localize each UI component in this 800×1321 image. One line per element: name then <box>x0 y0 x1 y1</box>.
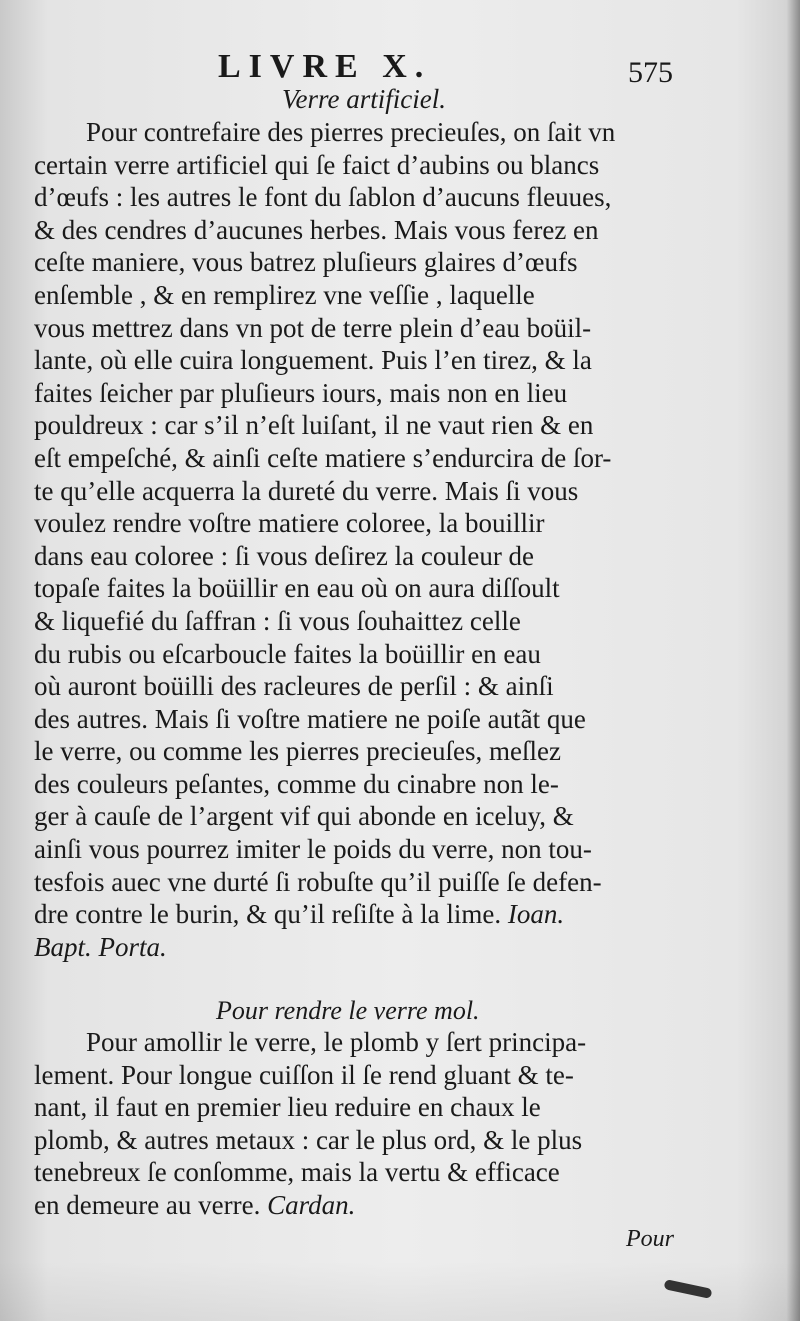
section-title: Verre artificiel. <box>282 84 446 114</box>
text-line: voulez rendre voſtre matiere coloree, la bouillir <box>34 508 545 539</box>
text-line: lante, où elle cuira longuement. Puis l’en tirez, & la <box>34 345 592 376</box>
text-line: vous mettrez dans vn pot de terre plein d’eau boüil- <box>34 312 592 343</box>
text-line: ainſi vous pourrez imiter le poids du verre, non tou- <box>34 834 592 865</box>
text-line: Pour amollir le verre, le plomb y ſert principa- <box>86 1027 587 1057</box>
citation-author: Ioan. <box>507 899 565 930</box>
text-line: d’œufs : les autres le font du ſablon d’aucuns fleuues, <box>34 182 612 213</box>
text-line: te qu’elle acquerra la dureté du verre. Mais ſi vous <box>34 475 579 506</box>
subsection-title: Pour rendre le verre mol. <box>216 996 480 1025</box>
text-line: ger à cauſe de l’argent vif qui abonde en iceluy, & <box>34 801 574 832</box>
paragraph-verre-mol <box>34 1026 684 1222</box>
text-line: des couleurs peſantes, comme du cinabre non le- <box>34 768 559 799</box>
text-line: & des cendres d’aucunes herbes. Mais vous ferez en <box>34 214 599 245</box>
page-edge-shadow <box>786 0 800 1321</box>
text-line: dre contre le burin, & qu’il reſiſte à la lime. <box>34 899 502 930</box>
text-line: nant, il faut en premier lieu reduire en chaux le <box>34 1092 541 1123</box>
text-line: tenebreux ſe conſomme, mais la vertu & efficace <box>34 1157 560 1188</box>
text-line-with-citation <box>34 898 684 931</box>
citation-author: Bapt. Porta. <box>34 931 167 962</box>
running-head: LIVRE X. <box>218 48 432 85</box>
text-line: eſt empeſché, & ainſi ceſte matiere s’endurcira de ſor- <box>34 442 612 473</box>
text-line: topaſe faites la boüillir en eau où on aura diſſoult <box>34 573 560 604</box>
text-line: des autres. Mais ſi voſtre matiere ne poiſe autãt que <box>34 703 586 734</box>
text-line: tesfois auec vne durté ſi robuſte qu’il puiſſe ſe defen- <box>34 866 602 897</box>
text-line: lement. Pour longue cuiſſon il ſe rend gluant & te- <box>34 1059 574 1090</box>
text-line: enſemble , & en remplirez vne veſſie , laquelle <box>34 279 535 310</box>
text-line: dans eau coloree : ſi vous deſirez la couleur de <box>34 540 535 571</box>
text-line: & liquefié du ſaffran : ſi vous ſouhaittez celle <box>34 605 521 636</box>
text-line: ceſte maniere, vous batrez pluſieurs glaires d’œufs <box>34 247 578 278</box>
text-line: certain verre artificiel qui ſe faict d’aubins ou blancs <box>34 149 600 180</box>
text-line: du rubis ou eſcarboucle faites la boüillir en eau <box>34 638 541 669</box>
text-line: Pour contrefaire des pierres precieuſes, on ſait vn <box>86 117 616 147</box>
text-line: le verre, ou comme les pierres precieuſes, meſlez <box>34 736 562 767</box>
page-number: 575 <box>628 56 673 89</box>
text-line: pouldreux : car s’il n’eſt luiſant, il ne vaut rien & en <box>34 410 594 441</box>
text-line: où auront boüilli des racleures de perſil : & ainſi <box>34 671 554 702</box>
text-line: plomb, & autres metaux : car le plus ord, & le plus <box>34 1124 583 1155</box>
citation-author: Cardan. <box>267 1189 356 1220</box>
text-line-with-citation <box>34 1189 684 1222</box>
catchword: Pour <box>626 1226 674 1252</box>
paragraph-verre-artificiel <box>34 116 684 963</box>
text-line: faites ſeicher par pluſieurs iours, mais non en lieu <box>34 377 568 408</box>
text-line: en demeure au verre. <box>34 1189 261 1220</box>
